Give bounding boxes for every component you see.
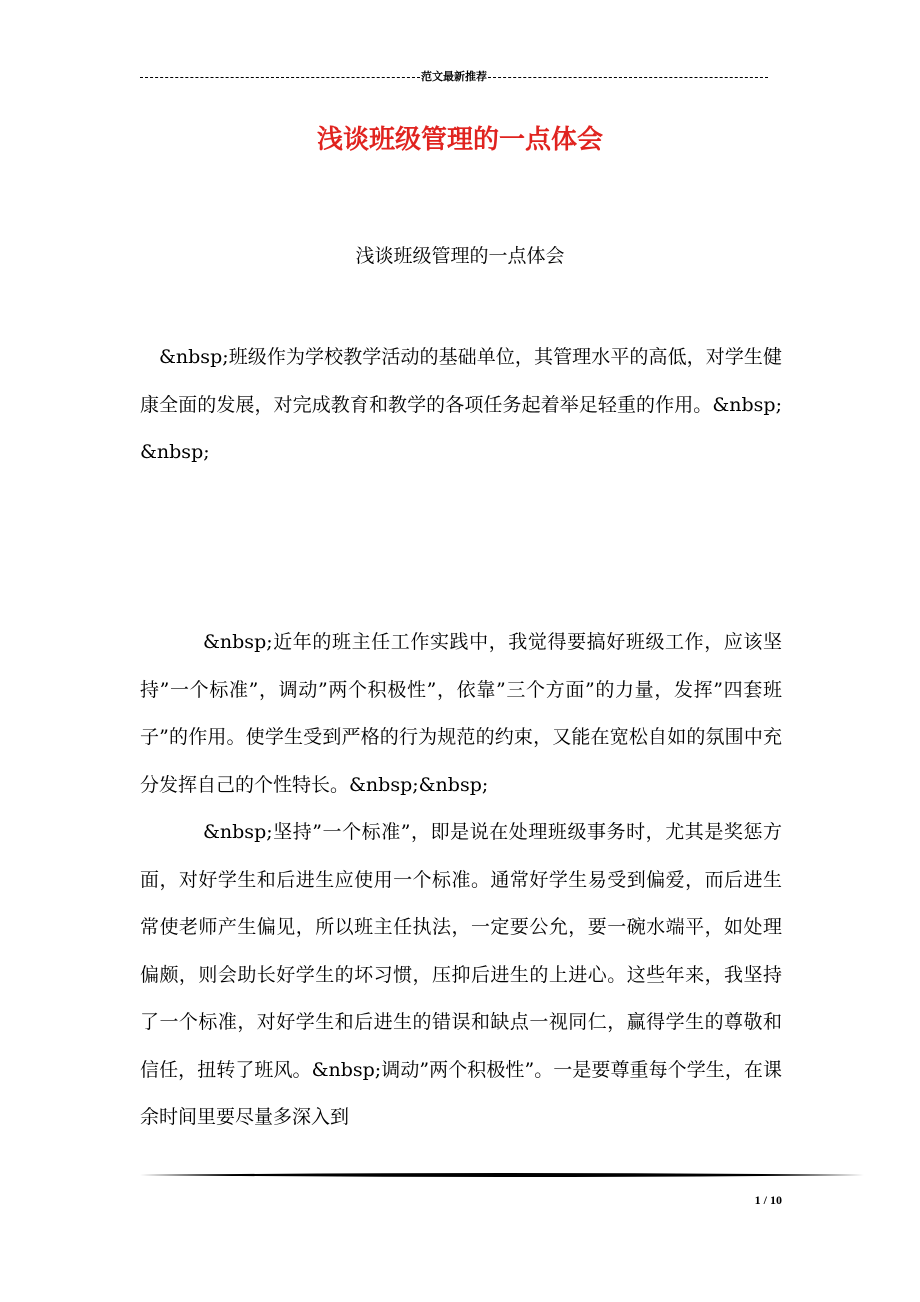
page-header: [140, 70, 768, 84]
page-number: 1 / 10: [754, 1193, 782, 1207]
header-label: 范文最新推荐: [421, 71, 487, 83]
document-title: 浅谈班级管理的一点体会: [316, 125, 603, 155]
paragraph-1: &nbsp;班级作为学校教学活动的基础单位，其管理水平的高低，对学生健康全面的发展，对完成教育和教学的各项任务起着举足轻重的作用。&nbsp;&nbsp;: [140, 346, 782, 463]
header-dash-left: [140, 77, 420, 78]
document-subtitle: 浅谈班级管理的一点体会: [355, 245, 565, 267]
paragraph-3: &nbsp;坚持”一个标准”，即是说在处理班级事务时，尤其是奖惩方面，对好学生和后进生应使用一个标准。通常好学生易受到偏爱，而后进生常使老师产生偏见，所以班主任执法，一定要公允，要一碗水端平，如处理偏颇，则会助长好学生的坏习惯，压抑后进生的上进心。这些年来，我坚持了一个标准，对好学生和后进生的错误和缺点一视同仁，赢得学生的尊敬和信任，扭转了班风。&nbsp;调动”两个积极性”。一是要尊重每个学生，在课余时间里要尽量多深入到: [140, 821, 782, 1128]
paragraph-2: &nbsp;近年的班主任工作实践中，我觉得要搞好班级工作，应该坚持”一个标准”，调动”两个积极性”，依靠”三个方面”的力量，发挥”四套班子”的作用。使学生受到严格的行为规范的约束，又能在宽松自如的氛围中充分发挥自己的个性特长。&nbsp;&nbsp;: [140, 631, 782, 796]
header-dash-right: [488, 77, 768, 78]
footer-rule: [140, 1172, 864, 1178]
